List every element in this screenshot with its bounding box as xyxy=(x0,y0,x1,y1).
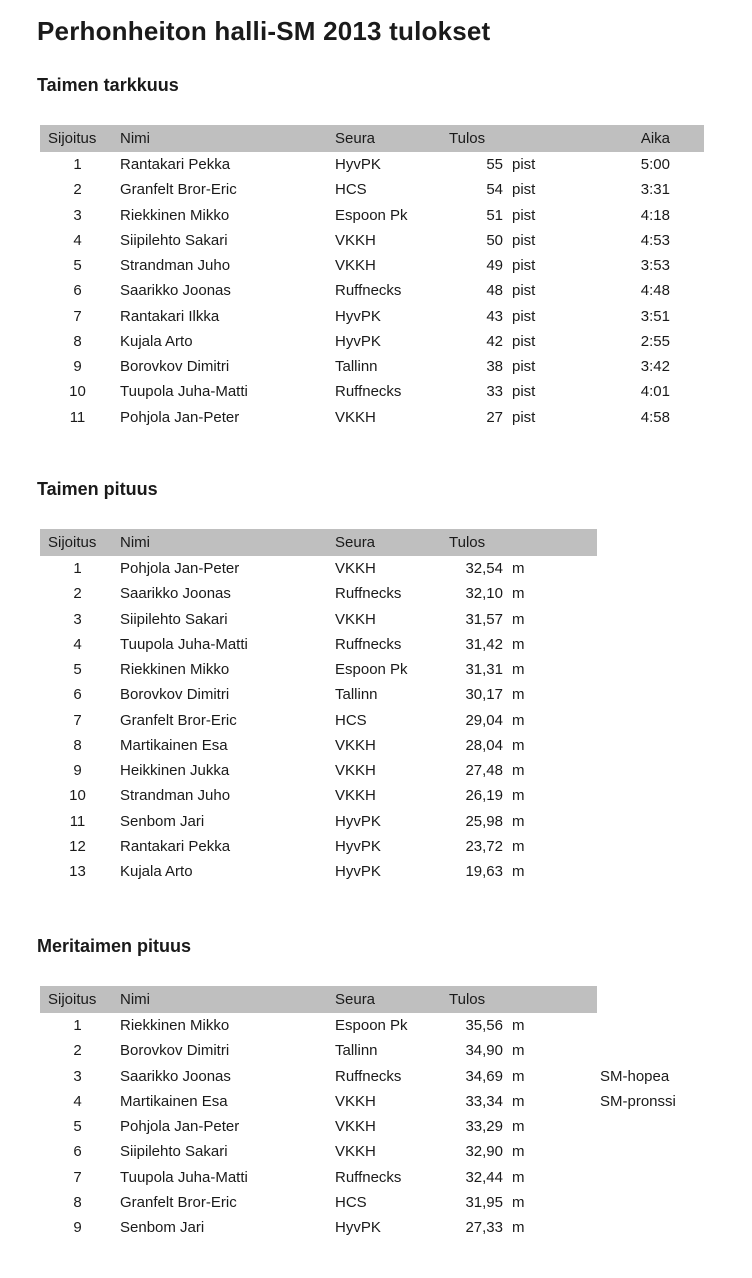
result-unit-cell: m xyxy=(512,1092,525,1110)
time-cell: 2:55 xyxy=(640,332,670,350)
table-header-row xyxy=(40,125,704,152)
club-cell: VKKH xyxy=(335,736,376,754)
name-cell: Saarikko Joonas xyxy=(120,585,231,603)
section-heading: Taimen pituus xyxy=(37,479,158,499)
rank-cell: 8 xyxy=(73,332,82,350)
rank-cell: 9 xyxy=(73,358,82,376)
club-cell: VKKH xyxy=(335,787,376,805)
club-cell: Ruffnecks xyxy=(335,585,402,603)
results-table xyxy=(40,529,752,884)
name-cell: Pohjola Jan-Peter xyxy=(120,560,240,578)
rank-cell: 3 xyxy=(73,1067,82,1085)
result-value-cell: 32,44 xyxy=(465,1168,503,1186)
table-row xyxy=(40,1114,597,1139)
name-cell: Riekkinen Mikko xyxy=(120,206,230,224)
table-row xyxy=(40,556,597,581)
rank-cell: 10 xyxy=(69,787,86,805)
result-value-cell: 43 xyxy=(486,307,503,325)
name-cell: Rantakari Ilkka xyxy=(120,307,220,325)
time-cell: 3:53 xyxy=(640,257,670,275)
name-cell: Pohjola Jan-Peter xyxy=(120,408,240,426)
section-heading: Meritaimen pituus xyxy=(37,936,192,956)
time-cell: 5:00 xyxy=(640,156,670,174)
time-cell: 4:58 xyxy=(640,408,670,426)
result-value-cell: 50 xyxy=(486,231,503,249)
rank-cell: 7 xyxy=(73,307,82,325)
club-cell: VKKH xyxy=(335,762,376,780)
result-value-cell: 33,34 xyxy=(465,1092,503,1110)
name-cell: Tuupola Juha-Matti xyxy=(120,383,248,401)
club-cell: Ruffnecks xyxy=(335,383,402,401)
result-unit-cell: pist xyxy=(512,282,536,300)
name-cell: Pohjola Jan-Peter xyxy=(120,1118,240,1136)
results-table xyxy=(40,125,752,430)
club-cell: HCS xyxy=(335,711,367,729)
result-unit-cell: m xyxy=(512,635,525,653)
club-cell: Ruffnecks xyxy=(335,1067,402,1085)
rank-cell: 1 xyxy=(73,1017,82,1035)
result-value-cell: 27,48 xyxy=(465,762,503,780)
result-unit-cell: m xyxy=(512,1219,525,1237)
rank-cell: 11 xyxy=(69,408,86,426)
name-cell: Martikainen Esa xyxy=(120,1092,228,1110)
result-unit-cell: pist xyxy=(512,332,536,350)
name-cell: Strandman Juho xyxy=(120,787,231,805)
result-value-cell: 31,95 xyxy=(465,1193,503,1211)
rank-cell: 4 xyxy=(73,231,82,249)
name-cell: Siipilehto Sakari xyxy=(120,610,228,628)
results-section xyxy=(37,478,752,884)
table-row xyxy=(40,682,597,707)
column-header-seura: Seura xyxy=(335,534,376,551)
result-value-cell: 27,33 xyxy=(465,1219,503,1237)
table-row xyxy=(40,304,704,329)
result-value-cell: 33,29 xyxy=(465,1118,503,1136)
result-unit-cell: m xyxy=(512,585,525,603)
result-value-cell: 32,10 xyxy=(465,585,503,603)
name-cell: Granfelt Bror-Eric xyxy=(120,181,237,199)
name-cell: Rantakari Pekka xyxy=(120,837,231,855)
rank-cell: 3 xyxy=(73,610,82,628)
table-row xyxy=(40,203,704,228)
name-cell: Siipilehto Sakari xyxy=(120,1143,228,1161)
club-cell: VKKH xyxy=(335,560,376,578)
result-unit-cell: m xyxy=(512,1017,525,1035)
time-cell: 4:53 xyxy=(640,231,670,249)
club-cell: HyvPK xyxy=(335,812,381,830)
rank-cell: 1 xyxy=(73,560,82,578)
result-unit-cell: m xyxy=(512,1143,525,1161)
club-cell: VKKH xyxy=(335,257,376,275)
result-value-cell: 51 xyxy=(486,206,503,224)
club-cell: Tallinn xyxy=(335,1042,378,1060)
table-row xyxy=(40,834,597,859)
rank-cell: 1 xyxy=(73,156,82,174)
club-cell: HyvPK xyxy=(335,863,381,881)
rank-cell: 9 xyxy=(73,762,82,780)
name-cell: Strandman Juho xyxy=(120,257,231,275)
time-cell: 4:18 xyxy=(640,206,670,224)
result-unit-cell: pist xyxy=(512,257,536,275)
name-cell: Riekkinen Mikko xyxy=(120,661,230,679)
result-value-cell: 25,98 xyxy=(465,812,503,830)
name-cell: Granfelt Bror-Eric xyxy=(120,711,237,729)
rank-cell: 13 xyxy=(69,863,86,881)
name-cell: Kujala Arto xyxy=(120,332,193,350)
rank-cell: 7 xyxy=(73,711,82,729)
table-row xyxy=(40,1165,597,1190)
result-value-cell: 32,90 xyxy=(465,1143,503,1161)
table-row xyxy=(40,354,704,379)
name-cell: Senbom Jari xyxy=(120,1219,205,1237)
result-unit-cell: m xyxy=(512,736,525,754)
table-row xyxy=(40,1139,597,1164)
rank-cell: 5 xyxy=(73,257,82,275)
rank-cell: 3 xyxy=(73,206,82,224)
result-unit-cell: pist xyxy=(512,206,536,224)
club-cell: HyvPK xyxy=(335,837,381,855)
table-row xyxy=(40,733,597,758)
table-row xyxy=(40,278,704,303)
table-row xyxy=(40,859,597,884)
club-cell: HyvPK xyxy=(335,332,381,350)
name-cell: Borovkov Dimitri xyxy=(120,358,230,376)
result-unit-cell: m xyxy=(512,787,525,805)
result-unit-cell: pist xyxy=(512,181,536,199)
column-header-tulos: Tulos xyxy=(449,534,486,551)
table-row xyxy=(40,708,597,733)
table-row xyxy=(40,1215,597,1240)
medal-note: SM-hopea xyxy=(600,1067,670,1085)
club-cell: VKKH xyxy=(335,1118,376,1136)
table-row xyxy=(40,1064,670,1089)
result-value-cell: 49 xyxy=(486,257,503,275)
result-unit-cell: m xyxy=(512,610,525,628)
column-header-aika: Aika xyxy=(640,130,670,147)
name-cell: Borovkov Dimitri xyxy=(120,686,230,704)
name-cell: Riekkinen Mikko xyxy=(120,1017,230,1035)
rank-cell: 8 xyxy=(73,1193,82,1211)
club-cell: HyvPK xyxy=(335,1219,381,1237)
table-row xyxy=(40,152,704,177)
column-header-tulos: Tulos xyxy=(449,130,486,147)
name-cell: Tuupola Juha-Matti xyxy=(120,1168,248,1186)
result-unit-cell: m xyxy=(512,686,525,704)
club-cell: HyvPK xyxy=(335,156,381,174)
rank-cell: 10 xyxy=(69,383,86,401)
club-cell: Ruffnecks xyxy=(335,1168,402,1186)
name-cell: Saarikko Joonas xyxy=(120,1067,231,1085)
rank-cell: 5 xyxy=(73,1118,82,1136)
column-header-sijoitus: Sijoitus xyxy=(48,130,97,147)
column-header-nimi: Nimi xyxy=(120,991,150,1008)
club-cell: VKKH xyxy=(335,1143,376,1161)
table-row xyxy=(40,607,597,632)
column-header-nimi: Nimi xyxy=(120,130,150,147)
table-row xyxy=(40,379,704,404)
club-cell: Ruffnecks xyxy=(335,635,402,653)
result-unit-cell: m xyxy=(512,837,525,855)
result-value-cell: 32,54 xyxy=(465,560,503,578)
result-unit-cell: m xyxy=(512,812,525,830)
rank-cell: 12 xyxy=(69,837,86,855)
result-value-cell: 23,72 xyxy=(465,837,503,855)
rank-cell: 2 xyxy=(73,1042,82,1060)
result-unit-cell: pist xyxy=(512,358,536,376)
table-row xyxy=(40,657,597,682)
result-unit-cell: m xyxy=(512,1067,525,1085)
result-value-cell: 27 xyxy=(486,408,503,426)
table-header-row xyxy=(40,986,597,1013)
result-unit-cell: m xyxy=(512,863,525,881)
club-cell: HCS xyxy=(335,181,367,199)
table-row xyxy=(40,581,597,606)
result-value-cell: 34,69 xyxy=(465,1067,503,1085)
result-value-cell: 42 xyxy=(486,332,503,350)
result-unit-cell: pist xyxy=(512,408,536,426)
rank-cell: 4 xyxy=(73,1092,82,1110)
result-unit-cell: m xyxy=(512,1168,525,1186)
result-value-cell: 35,56 xyxy=(465,1017,503,1035)
table-row xyxy=(40,758,597,783)
table-row xyxy=(40,1190,597,1215)
club-cell: Ruffnecks xyxy=(335,282,402,300)
name-cell: Rantakari Pekka xyxy=(120,156,231,174)
result-value-cell: 38 xyxy=(486,358,503,376)
club-cell: VKKH xyxy=(335,408,376,426)
column-header-sijoitus: Sijoitus xyxy=(48,991,97,1008)
time-cell: 4:01 xyxy=(640,383,670,401)
rank-cell: 5 xyxy=(73,661,82,679)
name-cell: Saarikko Joonas xyxy=(120,282,231,300)
result-unit-cell: m xyxy=(512,1193,525,1211)
club-cell: HyvPK xyxy=(335,307,381,325)
result-value-cell: 26,19 xyxy=(465,787,503,805)
results-section xyxy=(37,935,752,1240)
rank-cell: 4 xyxy=(73,635,82,653)
table-header-row xyxy=(40,529,597,556)
table-row xyxy=(40,1038,597,1063)
table-row xyxy=(40,1089,676,1114)
result-unit-cell: pist xyxy=(512,231,536,249)
rank-cell: 2 xyxy=(73,181,82,199)
page-title: Perhonheiton halli-SM 2013 tulokset xyxy=(37,16,491,46)
table-row xyxy=(40,783,597,808)
column-header-sijoitus: Sijoitus xyxy=(48,534,97,551)
results-section xyxy=(37,74,752,430)
club-cell: Espoon Pk xyxy=(335,1017,408,1035)
table-row xyxy=(40,329,704,354)
table-row xyxy=(40,405,704,430)
result-unit-cell: m xyxy=(512,661,525,679)
rank-cell: 6 xyxy=(73,686,82,704)
club-cell: Tallinn xyxy=(335,686,378,704)
rank-cell: 8 xyxy=(73,736,82,754)
name-cell: Granfelt Bror-Eric xyxy=(120,1193,237,1211)
table-row xyxy=(40,177,704,202)
name-cell: Tuupola Juha-Matti xyxy=(120,635,248,653)
column-header-seura: Seura xyxy=(335,991,376,1008)
rank-cell: 11 xyxy=(69,812,86,830)
result-unit-cell: m xyxy=(512,711,525,729)
medal-note: SM-pronssi xyxy=(600,1092,676,1110)
results-table xyxy=(40,986,752,1240)
result-unit-cell: m xyxy=(512,1042,525,1060)
name-cell: Borovkov Dimitri xyxy=(120,1042,230,1060)
result-value-cell: 48 xyxy=(486,282,503,300)
rank-cell: 2 xyxy=(73,585,82,603)
rank-cell: 6 xyxy=(73,1143,82,1161)
result-value-cell: 30,17 xyxy=(465,686,503,704)
table-row xyxy=(40,1013,597,1038)
result-value-cell: 55 xyxy=(486,156,503,174)
result-value-cell: 28,04 xyxy=(465,736,503,754)
rank-cell: 7 xyxy=(73,1168,82,1186)
club-cell: Espoon Pk xyxy=(335,206,408,224)
time-cell: 3:42 xyxy=(640,358,670,376)
column-header-nimi: Nimi xyxy=(120,534,150,551)
club-cell: Tallinn xyxy=(335,358,378,376)
name-cell: Siipilehto Sakari xyxy=(120,231,228,249)
result-value-cell: 31,31 xyxy=(465,661,503,679)
result-value-cell: 31,57 xyxy=(465,610,503,628)
column-header-tulos: Tulos xyxy=(449,991,486,1008)
result-value-cell: 54 xyxy=(486,181,503,199)
table-row xyxy=(40,632,597,657)
result-value-cell: 31,42 xyxy=(465,635,503,653)
time-cell: 3:31 xyxy=(640,181,670,199)
rank-cell: 6 xyxy=(73,282,82,300)
column-header-seura: Seura xyxy=(335,130,376,147)
table-row xyxy=(40,809,597,834)
club-cell: Espoon Pk xyxy=(335,661,408,679)
result-unit-cell: m xyxy=(512,1118,525,1136)
time-cell: 4:48 xyxy=(640,282,670,300)
club-cell: VKKH xyxy=(335,1092,376,1110)
club-cell: HCS xyxy=(335,1193,367,1211)
rank-cell: 9 xyxy=(73,1219,82,1237)
result-unit-cell: pist xyxy=(512,307,536,325)
name-cell: Kujala Arto xyxy=(120,863,193,881)
result-unit-cell: pist xyxy=(512,156,536,174)
table-row xyxy=(40,228,704,253)
name-cell: Martikainen Esa xyxy=(120,736,228,754)
club-cell: VKKH xyxy=(335,231,376,249)
section-heading: Taimen tarkkuus xyxy=(37,75,179,95)
result-value-cell: 34,90 xyxy=(465,1042,503,1060)
club-cell: VKKH xyxy=(335,610,376,628)
name-cell: Senbom Jari xyxy=(120,812,205,830)
result-unit-cell: pist xyxy=(512,383,536,401)
result-value-cell: 29,04 xyxy=(465,711,503,729)
table-row xyxy=(40,253,704,278)
result-unit-cell: m xyxy=(512,560,525,578)
result-value-cell: 33 xyxy=(486,383,503,401)
result-value-cell: 19,63 xyxy=(465,863,503,881)
result-unit-cell: m xyxy=(512,762,525,780)
name-cell: Heikkinen Jukka xyxy=(120,762,230,780)
time-cell: 3:51 xyxy=(640,307,670,325)
